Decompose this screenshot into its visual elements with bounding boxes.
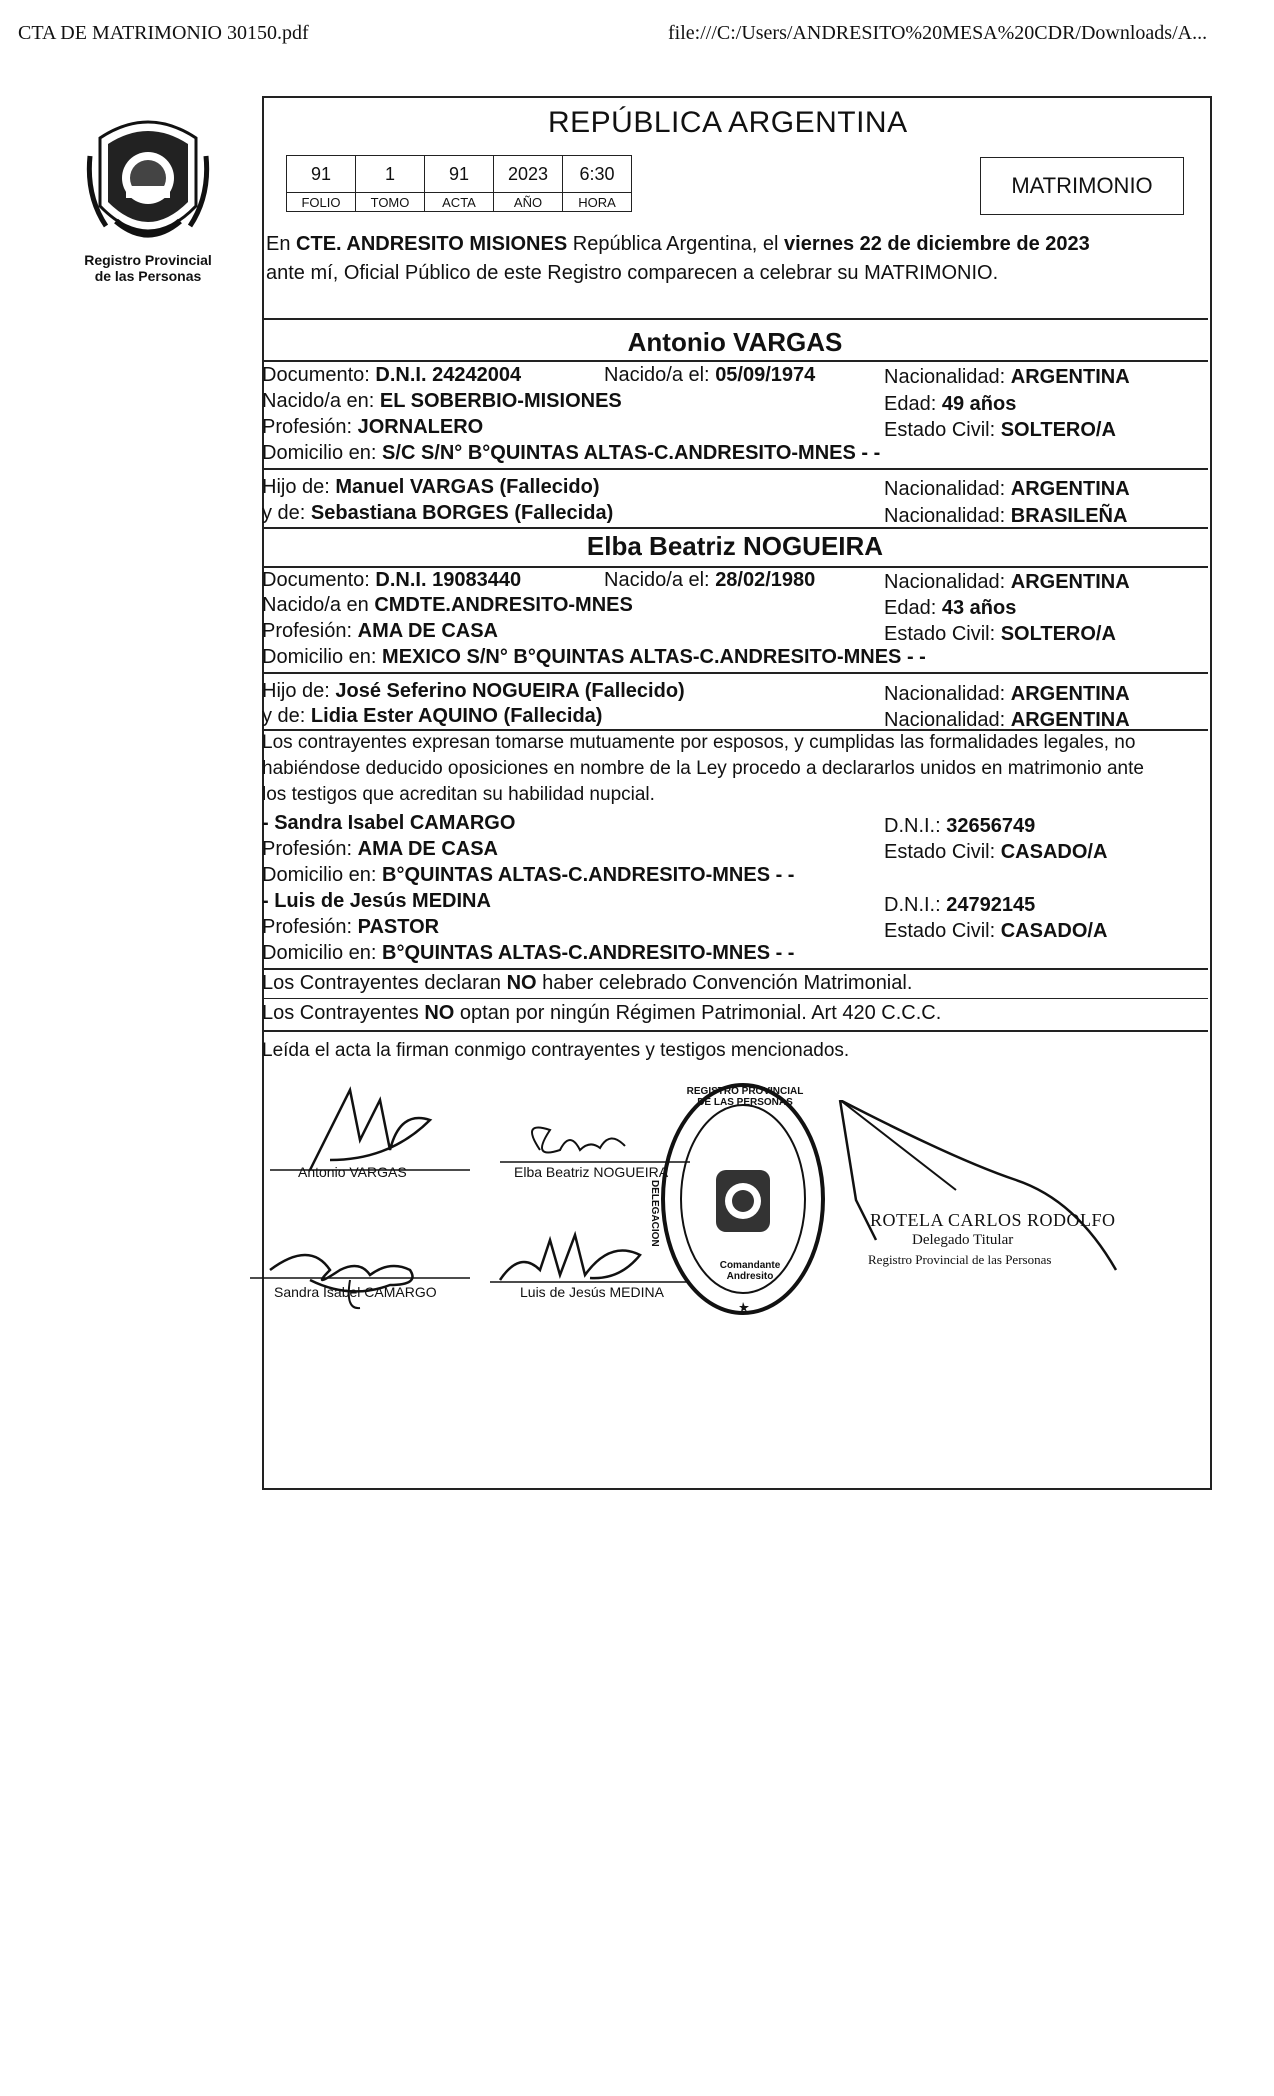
nacido-el-label: Nacido/a el:: [604, 364, 710, 386]
spouse1-padre-nacionalidad: [884, 478, 1130, 501]
spouse1-madre-nacionalidad: [884, 505, 1127, 528]
stamp-left-text: DELEGACION: [649, 1180, 660, 1247]
madre-label: y de:: [262, 502, 306, 524]
spouse2-madre: [262, 705, 602, 728]
domicilio-value: MEXICO S/N° B°QUINTAS ALTAS-C.ANDRESITO-MNES - -: [382, 646, 926, 668]
nacionalidad-value: ARGENTINA: [1010, 366, 1130, 388]
estado-label: Estado Civil:: [884, 419, 996, 441]
nacido-el-value: 05/09/1974: [715, 364, 816, 386]
anio-value: 2023: [494, 156, 563, 193]
nacido-en-value: EL SOBERBIO-MISIONES: [379, 390, 622, 412]
witness2-name: - Luis de Jesús MEDINA: [262, 890, 491, 912]
profesion-value: AMA DE CASA: [357, 838, 498, 860]
edad-value: 49 años: [941, 393, 1017, 415]
domicilio-label: Domicilio en:: [262, 864, 377, 886]
intro-pre: En: [266, 233, 291, 255]
declaration-line3: los testigos que acreditan su habilidad nupcial.: [262, 784, 655, 805]
signature-label-witness1: Sandra Isabel CAMARGO: [274, 1284, 437, 1300]
signature-label-spouse2: Elba Beatriz NOGUEIRA: [514, 1164, 669, 1180]
profesion-value: JORNALERO: [357, 416, 484, 438]
folio-label: FOLIO: [287, 193, 356, 212]
estado-label: Estado Civil:: [884, 623, 996, 645]
officer-title: Delegado Titular: [912, 1232, 1014, 1248]
record-type-box: [980, 157, 1184, 215]
domicilio-value: B°QUINTAS ALTAS-C.ANDRESITO-MNES - -: [382, 864, 795, 886]
convention-no: NO: [506, 972, 537, 994]
convention-line1: [262, 972, 912, 995]
spouse1-padre: [262, 476, 599, 499]
spouse1-nacido-el: [604, 364, 815, 387]
closing-text: Leída el acta la firman conmigo contrayentes y testigos mencionados.: [262, 1040, 850, 1061]
divider: [262, 672, 1208, 674]
spouse1-nacido-en: [262, 390, 622, 413]
nacionalidad-value: ARGENTINA: [1010, 683, 1130, 705]
madre-value: Lidia Ester AQUINO (Fallecida): [310, 705, 603, 727]
witness1-domicilio: [262, 864, 794, 887]
divider: [262, 360, 1208, 362]
intro-place: CTE. ANDRESITO MISIONES: [296, 233, 568, 255]
spouse2-estado-civil: [884, 623, 1116, 646]
madre-value: Sebastiana BORGES (Fallecida): [310, 502, 614, 524]
convention-post: haber celebrado Convención Matrimonial.: [542, 972, 913, 994]
folio-value: 91: [287, 156, 356, 193]
stamp-inner-text: Comandante Andresito: [719, 1260, 781, 1282]
officer-org: Registro Provincial de las Personas: [868, 1252, 1052, 1267]
edad-label: Edad:: [884, 597, 937, 619]
spouse1-documento: [262, 364, 521, 387]
registry-table: [286, 155, 632, 212]
estado-label: Estado Civil:: [884, 920, 996, 942]
profesion-value: PASTOR: [357, 916, 440, 938]
officer-name: ROTELA CARLOS RODOLFO: [870, 1210, 1116, 1230]
nacionalidad-label: Nacionalidad:: [884, 478, 1006, 500]
nacionalidad-label: Nacionalidad:: [884, 571, 1006, 593]
profesion-label: Profesión:: [262, 916, 353, 938]
seal-caption-line2: de las Personas: [94, 268, 202, 284]
divider: [262, 468, 1208, 470]
spouse1-profesion: [262, 416, 483, 439]
declaration-line2: habiéndose deducido oposiciones en nombre de la Ley procedo a declararlos unidos en matrimonio ante: [262, 758, 1144, 779]
documento-label: Documento:: [262, 569, 370, 591]
nacido-el-value: 28/02/1980: [715, 569, 816, 591]
record-type-label: MATRIMONIO: [1011, 173, 1153, 198]
seal-caption: [60, 252, 236, 284]
witness2-dni: [884, 894, 1035, 917]
profesion-label: Profesión:: [262, 838, 353, 860]
estado-value: CASADO/A: [1000, 920, 1108, 942]
witness2-domicilio: [262, 942, 794, 965]
profesion-label: Profesión:: [262, 416, 353, 438]
regime-no: NO: [424, 1002, 455, 1024]
spouse2-name: Elba Beatriz NOGUEIRA: [586, 531, 884, 561]
signature-label-witness2: Luis de Jesús MEDINA: [520, 1284, 664, 1300]
estado-value: SOLTERO/A: [1000, 623, 1116, 645]
dni-value: 32656749: [946, 815, 1036, 837]
documento-value: D.N.I. 19083440: [375, 569, 522, 591]
hora-value: 6:30: [563, 156, 632, 193]
dni-label: D.N.I.:: [884, 815, 941, 837]
divider: [262, 527, 1208, 529]
dni-label: D.N.I.:: [884, 894, 941, 916]
spouse2-padre: [262, 680, 685, 703]
witness1-dni: [884, 815, 1035, 838]
divider: [262, 1030, 1208, 1032]
profesion-label: Profesión:: [262, 620, 353, 642]
documento-value: D.N.I. 24242004: [375, 364, 522, 386]
dni-value: 24792145: [946, 894, 1036, 916]
signature-label-spouse1: Antonio VARGAS: [298, 1164, 407, 1180]
spouse2-documento: [262, 569, 521, 592]
divider: [262, 998, 1208, 999]
witness1-name: - Sandra Isabel CAMARGO: [262, 812, 516, 834]
intro-mid: República Argentina, el: [572, 233, 779, 255]
regime-pre: Los Contrayentes: [262, 1002, 419, 1024]
nacionalidad-label: Nacionalidad:: [884, 709, 1006, 731]
divider: [262, 566, 1208, 568]
domicilio-value: B°QUINTAS ALTAS-C.ANDRESITO-MNES - -: [382, 942, 795, 964]
spouse2-padre-nacionalidad: [884, 683, 1130, 706]
nacionalidad-value: ARGENTINA: [1010, 571, 1130, 593]
witness2-profesion: [262, 916, 439, 939]
country-heading: REPÚBLICA ARGENTINA: [548, 106, 908, 139]
tomo-value: 1: [356, 156, 425, 193]
witness2-estado-civil: [884, 920, 1107, 943]
acta-value: 91: [425, 156, 494, 193]
stamp-outer-text: REGISTRO PROVINCIAL DE LAS PERSONAS: [686, 1086, 804, 1108]
domicilio-label: Domicilio en:: [262, 942, 377, 964]
padre-value: Manuel VARGAS (Fallecido): [335, 476, 600, 498]
regime-post: optan por ningún Régimen Patrimonial. Art 420 C.C.C.: [459, 1002, 942, 1024]
convention-pre: Los Contrayentes declaran: [262, 972, 502, 994]
intro-line1: [266, 233, 1090, 256]
divider: [262, 729, 1208, 731]
estado-value: SOLTERO/A: [1000, 419, 1116, 441]
domicilio-label: Domicilio en:: [262, 646, 377, 668]
estado-value: CASADO/A: [1000, 841, 1108, 863]
padre-label: Hijo de:: [262, 476, 330, 498]
intro-date: viernes 22 de diciembre de 2023: [784, 233, 1090, 255]
spouse2-profesion: [262, 620, 498, 643]
nacionalidad-label: Nacionalidad:: [884, 683, 1006, 705]
print-title: CTA DE MATRIMONIO 30150.pdf: [18, 22, 309, 44]
padre-value: José Seferino NOGUEIRA (Fallecido): [335, 680, 685, 702]
spouse2-nacido-en: [262, 594, 633, 617]
nacionalidad-label: Nacionalidad:: [884, 505, 1006, 527]
nacido-en-label: Nacido/a en:: [262, 390, 375, 412]
witness1-profesion: [262, 838, 498, 861]
nacionalidad-value: BRASILEÑA: [1010, 505, 1128, 527]
witness1-estado-civil: [884, 841, 1107, 864]
spouse1-edad: [884, 393, 1016, 416]
madre-label: y de:: [262, 705, 306, 727]
spouse1-name: Antonio VARGAS: [627, 327, 843, 357]
divider: [262, 968, 1208, 970]
tomo-label: TOMO: [356, 193, 425, 212]
estado-label: Estado Civil:: [884, 841, 996, 863]
nacido-el-label: Nacido/a el:: [604, 569, 710, 591]
hora-label: HORA: [563, 193, 632, 212]
nacido-en-label: Nacido/a en: [262, 594, 369, 616]
domicilio-value: S/C S/N° B°QUINTAS ALTAS-C.ANDRESITO-MNES - -: [382, 442, 881, 464]
profesion-value: AMA DE CASA: [357, 620, 498, 642]
edad-value: 43 años: [941, 597, 1017, 619]
spouse1-estado-civil: [884, 419, 1116, 442]
edad-label: Edad:: [884, 393, 937, 415]
seal-caption-line1: Registro Provincial: [84, 252, 212, 268]
declaration-line1: Los contrayentes expresan tomarse mutuamente por esposos, y cumplidas las formalidades legales, no: [262, 732, 1136, 753]
anio-label: AÑO: [494, 193, 563, 212]
documento-label: Documento:: [262, 364, 370, 386]
domicilio-label: Domicilio en:: [262, 442, 377, 464]
convention-line2: [262, 1002, 941, 1025]
print-url: file:///C:/Users/ANDRESITO%20MESA%20CDR/Downloads/A...: [668, 22, 1208, 44]
nacido-en-value: CMDTE.ANDRESITO-MNES: [374, 594, 633, 616]
provincial-seal-logo: [86, 116, 210, 266]
padre-label: Hijo de:: [262, 680, 330, 702]
spouse1-domicilio: [262, 442, 880, 465]
nacionalidad-label: Nacionalidad:: [884, 366, 1006, 388]
spouse2-edad: [884, 597, 1016, 620]
nacionalidad-value: ARGENTINA: [1010, 709, 1130, 731]
officer-signature: [836, 1100, 1136, 1300]
nacionalidad-value: ARGENTINA: [1010, 478, 1130, 500]
divider: [262, 318, 1208, 320]
spouse1-madre: [262, 502, 613, 525]
acta-label: ACTA: [425, 193, 494, 212]
spouse2-nacido-el: [604, 569, 815, 592]
spouse2-nacionalidad: [884, 571, 1130, 594]
spouse1-nacionalidad: [884, 366, 1130, 389]
spouse2-domicilio: [262, 646, 926, 669]
intro-line2: ante mí, Oficial Público de este Registro comparecen a celebrar su MATRIMONIO.: [266, 262, 999, 284]
official-stamp: [658, 1080, 828, 1318]
